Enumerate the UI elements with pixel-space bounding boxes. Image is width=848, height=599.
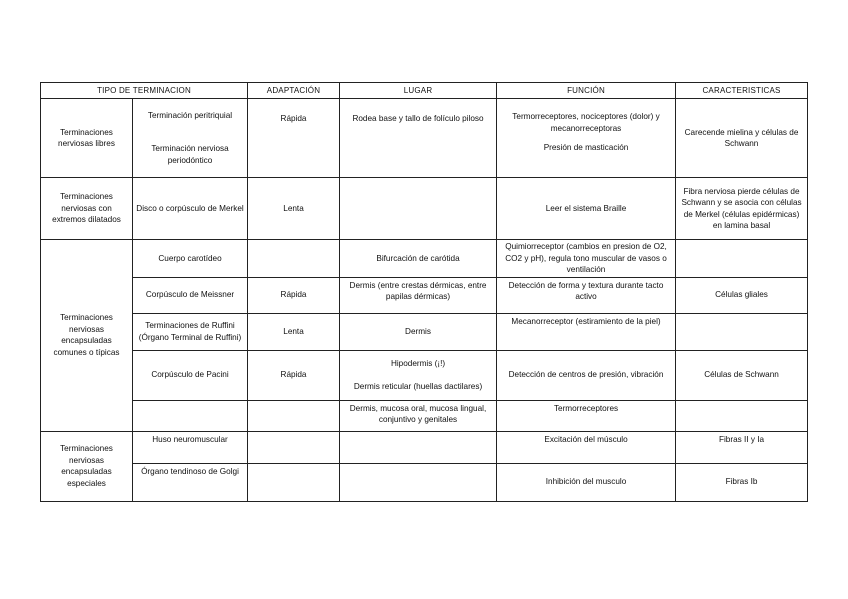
table-row <box>41 400 808 431</box>
terminaciones-table <box>40 82 808 502</box>
caracteristicas-cell: Fibras Ib <box>676 463 808 501</box>
table-row <box>41 99 808 178</box>
adaptacion-cell: Lenta <box>248 178 340 240</box>
lugar-dermis-reticular: Dermis reticular (huellas dactilares) <box>353 381 483 391</box>
table-row <box>41 350 808 400</box>
table-row <box>41 313 808 350</box>
tipo-cell: Disco o corpúsculo de Merkel <box>133 178 248 240</box>
tipo-cell: Cuerpo carotídeo <box>133 240 248 278</box>
adaptacion-cell <box>248 431 340 463</box>
lugar-cell: Bifurcación de carótida <box>340 240 497 278</box>
lugar-cell: Rodea base y tallo de folículo piloso <box>340 99 497 178</box>
caracteristicas-cell: Fibras II y Ia <box>676 431 808 463</box>
adaptacion-cell <box>248 240 340 278</box>
funcion-cell: Quimiorreceptor (cambios en presion de O2, CO2 y pH), regula tono muscular de vasos o ventilación <box>497 240 676 278</box>
table-row <box>41 463 808 501</box>
adaptacion-cell: Rápida <box>248 277 340 313</box>
table-row <box>41 277 808 313</box>
adaptacion-cell <box>248 463 340 501</box>
adaptacion-cell: Rápida <box>248 99 340 178</box>
tipo-peritriquial: Terminación peritriquial <box>147 110 233 120</box>
group-label-libres: Terminaciones nerviosas libres <box>41 99 133 178</box>
lugar-cell <box>340 431 497 463</box>
funcion-termorreceptores: Termorreceptores, nociceptores (dolor) y mecanorreceptoras <box>512 112 660 133</box>
funcion-cell: Detección de forma y textura durante tacto activo <box>497 277 676 313</box>
tipo-cell <box>133 400 248 431</box>
header-adaptacion: ADAPTACIÓN <box>248 83 340 99</box>
group-label-dilatados: Terminaciones nerviosas con extremos dilatados <box>41 178 133 240</box>
header-funcion: FUNCIÓN <box>497 83 676 99</box>
table-row <box>41 178 808 240</box>
caracteristicas-cell: Células de Schwann <box>676 350 808 400</box>
funcion-cell: Mecanorreceptor (estiramiento de la piel) <box>497 313 676 350</box>
lugar-cell <box>340 178 497 240</box>
tipo-cell: Corpúsculo de Pacini <box>133 350 248 400</box>
caracteristicas-cell: Carecende mielina y células de Schwann <box>676 99 808 178</box>
lugar-cell <box>340 463 497 501</box>
tipo-cell: Huso neuromuscular <box>133 431 248 463</box>
table-row <box>41 240 808 278</box>
caracteristicas-cell <box>676 400 808 431</box>
lugar-cell: Dermis (entre crestas dérmicas, entre papilas dérmicas) <box>340 277 497 313</box>
tipo-cell: Terminaciones de Ruffini (Órgano Terminal de Ruffini) <box>133 313 248 350</box>
header-row <box>41 83 808 99</box>
header-caracteristicas: CARACTERISTICAS <box>676 83 808 99</box>
header-lugar: LUGAR <box>340 83 497 99</box>
funcion-cell <box>497 99 676 178</box>
funcion-cell: Excitación del músculo <box>497 431 676 463</box>
adaptacion-cell: Lenta <box>248 313 340 350</box>
group-label-comunes: Terminaciones nerviosas encapsuladas comunes o típicas <box>41 240 133 432</box>
table-row <box>41 431 808 463</box>
caracteristicas-cell <box>676 240 808 278</box>
header-tipo: TIPO DE TERMINACION <box>41 83 248 99</box>
lugar-cell <box>340 350 497 400</box>
tipo-periodontico: Terminación nerviosa periodóntico <box>151 144 229 165</box>
adaptacion-cell: Rápida <box>248 350 340 400</box>
caracteristicas-cell: Células gliales <box>676 277 808 313</box>
lugar-cell: Dermis <box>340 313 497 350</box>
funcion-cell: Leer el sistema Braille <box>497 178 676 240</box>
tipo-cell: Órgano tendinoso de Golgi <box>133 463 248 501</box>
tipo-cell <box>133 99 248 178</box>
lugar-cell: Dermis, mucosa oral, mucosa lingual, conjuntivo y genitales <box>340 400 497 431</box>
caracteristicas-cell <box>676 313 808 350</box>
group-label-especiales: Terminaciones nerviosas encapsuladas especiales <box>41 431 133 501</box>
caracteristicas-cell: Fibra nerviosa pierde células de Schwann y se asocia con células de Merkel (células epidérmicas) en lamina basal <box>676 178 808 240</box>
tipo-cell: Corpúsculo de Meissner <box>133 277 248 313</box>
funcion-cell: Inhibición del musculo <box>497 463 676 501</box>
funcion-masticacion: Presión de masticación <box>543 143 629 153</box>
funcion-cell: Termorreceptores <box>497 400 676 431</box>
adaptacion-cell <box>248 400 340 431</box>
funcion-cell: Detección de centros de presión, vibración <box>497 350 676 400</box>
lugar-hipodermis: Hipodermis (¡!) <box>390 359 446 368</box>
